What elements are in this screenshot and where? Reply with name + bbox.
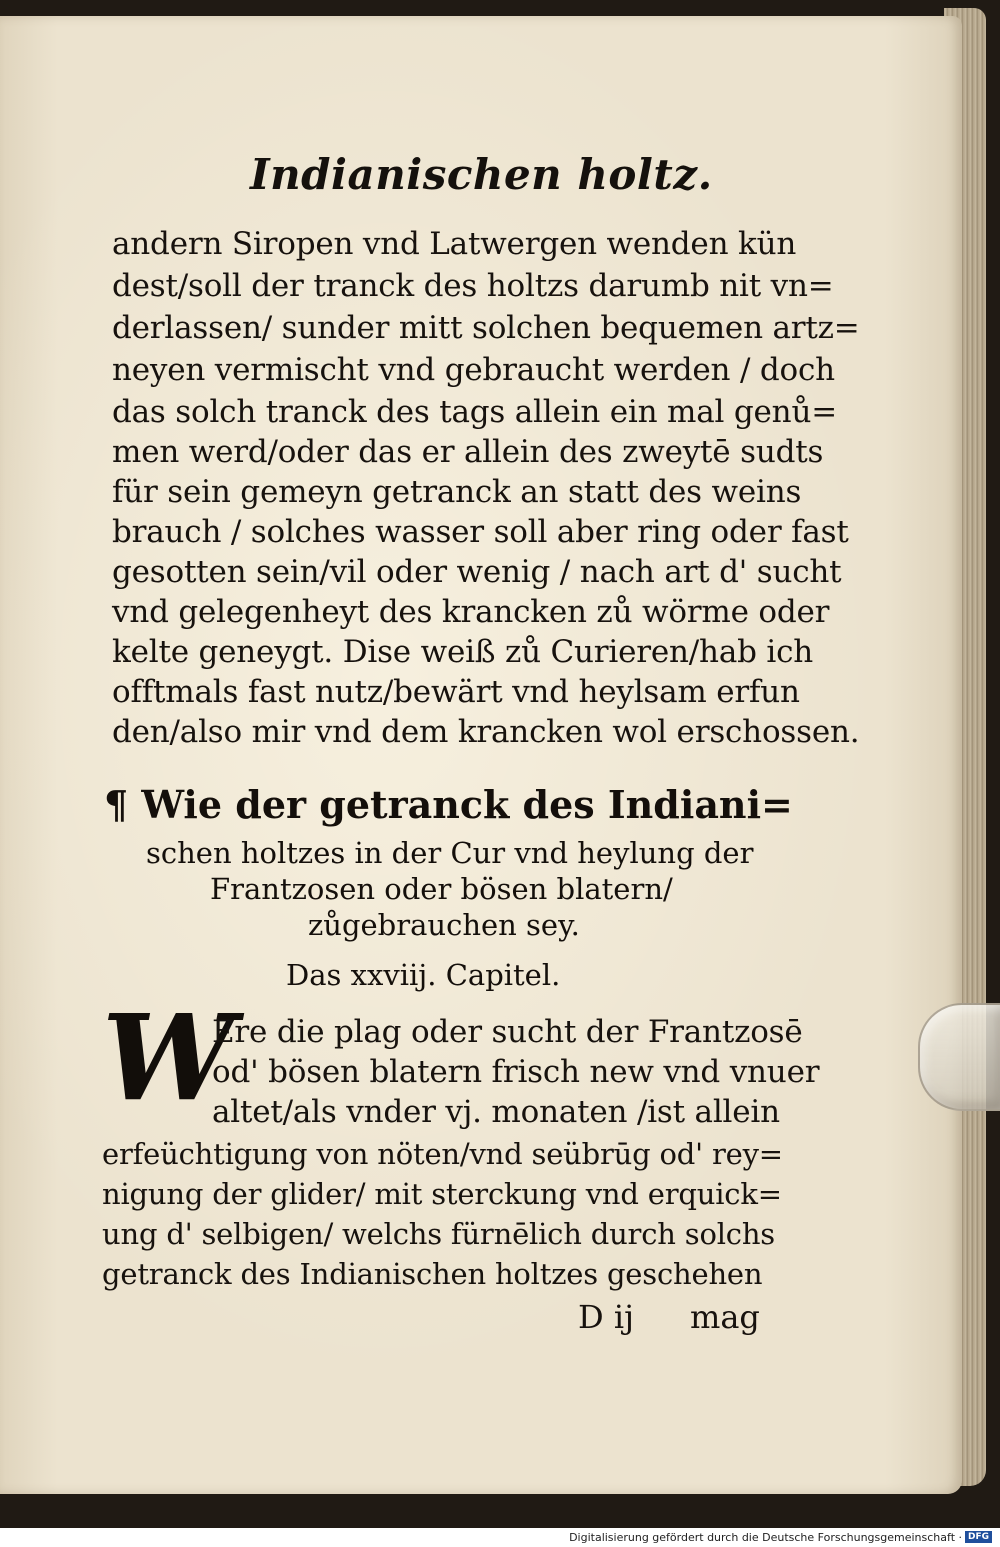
chapter-line: ung d' selbigen/ welchs fürnēlich durch solchs (102, 1217, 775, 1251)
chapter-line: erfeüchtigung von nöten/vnd seübrūg od' rey= (102, 1137, 783, 1171)
catchword: mag (690, 1298, 760, 1336)
chapter-line: Ere die plag oder sucht der Frantzosē (212, 1014, 803, 1050)
running-head: Indianischen holtz. (250, 150, 713, 199)
page-clip (918, 1003, 1000, 1111)
body-line: derlassen/ sunder mitt solchen bequemen artz= (112, 310, 860, 346)
body-line: den/also mir vnd dem krancken wol erschossen. (112, 714, 860, 750)
body-line: das solch tranck des tags allein ein mal genů= (112, 394, 837, 430)
body-line: vnd gelegenheyt des krancken zů wörme oder (112, 594, 830, 630)
body-line: gesotten sein/vil oder wenig / nach art d' sucht (112, 554, 842, 590)
chapter-number: Das xxviij. Capitel. (286, 958, 561, 992)
pilcrow-mark: ¶ (104, 782, 129, 827)
body-line: brauch / solches wasser soll aber ring oder fast (112, 514, 849, 550)
body-line: neyen vermischt vnd gebraucht werden / doch (112, 352, 835, 388)
chapter-heading-line-3: Frantzosen oder bösen blatern/ (210, 872, 673, 906)
chapter-heading-line-2: schen holtzes in der Cur vnd heylung der (146, 836, 754, 870)
body-line: offtmals fast nutz/bewärt vnd heylsam erfun (112, 674, 800, 710)
chapter-heading-line-4: zůgebrauchen sey. (308, 908, 580, 942)
body-line: für sein gemeyn getranck an statt des weins (112, 474, 802, 510)
show-through-text (190, 111, 199, 153)
chapter-line: altet/als vnder vj. monaten /ist allein (212, 1094, 780, 1130)
body-line: men werd/oder das er allein des zweytē sudts (112, 434, 824, 470)
signature-mark: D ij (578, 1298, 634, 1336)
chapter-line: getranck des Indianischen holtzes geschehen (102, 1257, 763, 1291)
digitization-credit: Digitalisierung gefördert durch die Deutsche Forschungsgemeinschaft · (569, 1531, 962, 1544)
decorated-initial: W (102, 988, 235, 1127)
chapter-heading-line-1 (104, 782, 793, 827)
chapter-line: od' bösen blatern frisch new vnd vnuer (212, 1054, 820, 1090)
chapter-heading-text: Wie der getranck des Indiani= (141, 782, 793, 827)
body-line: dest/soll der tranck des holtzs darumb nit vn= (112, 268, 834, 304)
chapter-line: nigung der glider/ mit sterckung vnd erquick= (102, 1177, 782, 1211)
dfg-logo: DFG (965, 1531, 992, 1543)
body-line: kelte geneygt. Dise weiß zů Curieren/hab ich (112, 634, 814, 670)
body-line: andern Siropen vnd Latwergen wenden kün (112, 226, 797, 262)
